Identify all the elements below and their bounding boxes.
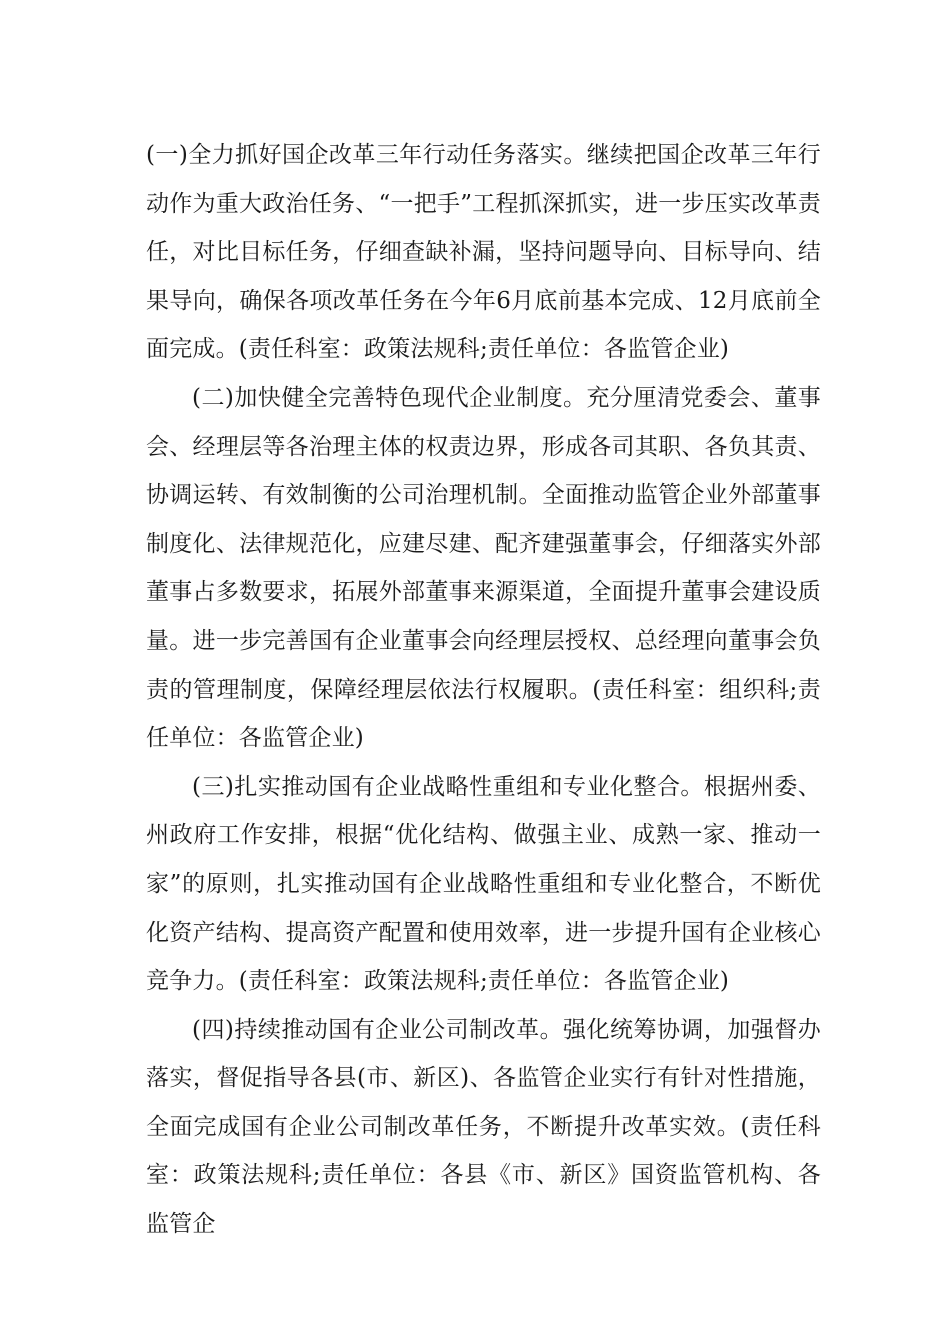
paragraph-corporate-system-reform: (四)持续推动国有企业公司制改革。强化统筹协调，加强督办落实，督促指导各县(市、新区)、各监管企业实行有针对性措施，全面完成国有企业公司制改革任务，不断提升改革实效。(责任科室：政策法规科;责任单位：各县《市、新区》国资监管机构、各监管企 [146, 1016, 821, 1238]
paragraph-modern-enterprise-system: (二)加快健全完善特色现代企业制度。充分厘清党委会、董事会、经理层等各治理主体的权责边界，形成各司其职、各负其责、协调运转、有效制衡的公司治理机制。全面推动监管企业外部董事制度化、法律规范化，应建尽建、配齐建强董事会，仔细落实外部董事占多数要求，拓展外部董事来源渠道，全面提升董事会建设质量。进一步完善国有企业董事会向经理层授权、总经理向董事会负责的管理制度，保障经理层依法行权履职。(责任科室：组织科;责任单位：各监管企业) [146, 384, 821, 752]
paragraph-reform-three-year-action: (一)全力抓好国企改革三年行动任务落实。继续把国企改革三年行动作为重大政治任务、“一把手”工程抓深抓实，进一步压实改革责任，对比目标任务，仔细查缺补漏，坚持问题导向、目标导向、结果导向，确保各项改革任务在今年6月底前基本完成、12月底前全面完成。(责任科室：政策法规科;责任单位：各监管企业) [146, 142, 821, 363]
document-body [146, 131, 821, 1249]
paragraph-strategic-restructuring: (三)扎实推动国有企业战略性重组和专业化整合。根据州委、州政府工作安排，根据“优化结构、做强主业、成熟一家、推动一家”的原则，扎实推动国有企业战略性重组和专业化整合，不断优化资产结构、提高资产配置和使用效率，进一步提升国有企业核心竞争力。(责任科室：政策法规科;责任单位：各监管企业) [146, 773, 821, 995]
